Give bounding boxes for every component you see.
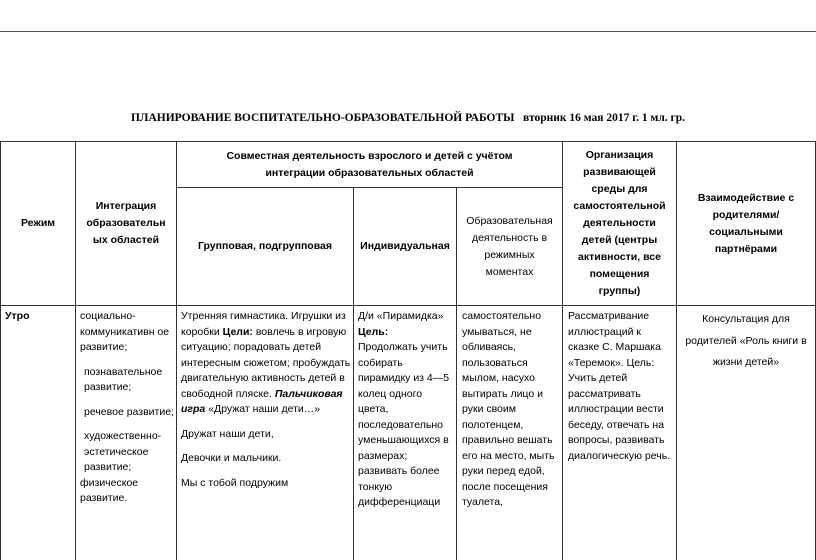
title-date: вторник 16 мая 2017 г. 1 мл. гр. [523,112,686,124]
header-group: Групповая, подгрупповая [197,240,333,252]
header-integration: Интеграция образовательн ых областей [86,200,166,246]
individual-goal-label: Цель: [358,325,389,338]
row-integration [80,309,174,507]
row-regime: Утро [5,310,30,322]
row-regime-moments: самостоятельно умываться, не обливаясь, пользоваться мылом, насухо вытирать лицо и руки своим полотенцем, правильно вешать его на место, мыть руки перед едой, после посещения туалета, [462,310,555,508]
finger-game-label: Пальчиковая игра [181,387,343,415]
rhyme-line: Дружат наши дети, [181,427,274,440]
row-group-activity [181,309,351,491]
group-goal-text: вовлечь в игровую ситуацию; порадовать детей интересным сюжетом; пробуждать двигательную активность детей в свободной пляске. [181,325,351,400]
group-intro: Утренняя гимнастика. Игрушки из коробки [181,310,346,338]
integration-item: социально-коммуникативн ое развитие; [80,310,170,353]
integration-item: познавательное развитие; [84,365,163,393]
header-regime-moments: Образовательная деятельность в режимных моментах [466,214,553,278]
finger-game-title: «Дружат наши дети…» [208,403,321,415]
header-environment: Организация развивающей среды для самостоятельной деятельности детей (центры активности, все помещения группы) [573,149,666,297]
header-joint-activity: Совместная деятельность взрослого и детей с учётом интеграции образовательных областей [226,149,513,179]
header-individual: Индивидуальная [360,240,450,252]
header-parents: Взаимодействие с родителями/ социальными партнёрами [697,191,795,255]
title-main: ПЛАНИРОВАНИЕ ВОСПИТАТЕЛЬНО-ОБРАЗОВАТЕЛЬНОЙ РАБОТЫ [130,112,515,124]
integration-item: физическое развитие. [80,476,139,504]
header-bottom-border [0,305,816,306]
row-environment: Рассматривание иллюстраций к сказке С. Маршака «Теремок». Цель: Учить детей рассматривать иллюстрации вести беседу, отвечать на вопросы, развивать диалогическую речь. [568,310,671,462]
individual-game: Д/и «Пирамидка» [358,310,444,322]
group-goal-label: Цели: [222,325,253,338]
rhyme-line: Мы с тобой подружим [181,476,289,489]
rhyme-line: Девочки и мальчики. [181,452,282,464]
individual-goal-text: Продолжать учить собирать пирамидку из 4—5 колец одного цвета, последовательно уменьшающихся в размерах; развивать более тонкую дифференциаци [358,341,450,508]
row-individual [358,309,452,511]
integration-item: речевое развитие; [84,405,174,418]
integration-item: художественно-эстетическое развитие; [84,430,162,473]
header-regime: Режим [20,217,56,229]
row-parents: Консультация для родителей «Роль книги в жизни детей» [685,313,807,368]
